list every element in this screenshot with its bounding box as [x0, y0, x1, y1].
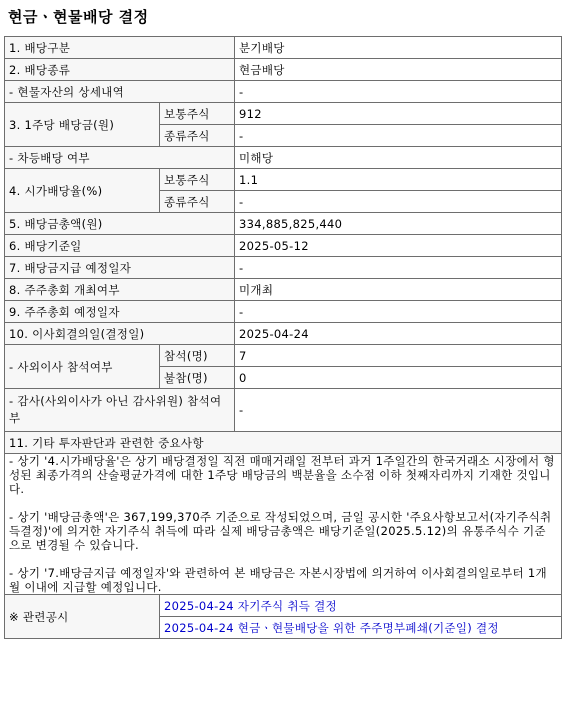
row-value: 912 — [235, 103, 562, 125]
row-label: 10. 이사회결의일(결정일) — [5, 323, 235, 345]
table-row — [5, 257, 562, 279]
row-label: - 현물자산의 상세내역 — [5, 81, 235, 103]
table-row — [5, 169, 562, 191]
row-label: - 사외이사 참석여부 — [5, 345, 160, 389]
row-label: - 감사(사외이사가 아닌 감사위원) 참석여부 — [5, 389, 235, 432]
row-label: 9. 주주총회 예정일자 — [5, 301, 235, 323]
table-row — [5, 213, 562, 235]
table-row — [5, 595, 562, 617]
row-value: 현금배당 — [235, 59, 562, 81]
table-row — [5, 147, 562, 169]
section-label: 11. 기타 투자판단과 관련한 중요사항 — [5, 432, 562, 454]
row-label: 5. 배당금총액(원) — [5, 213, 235, 235]
row-value: - — [235, 125, 562, 147]
row-label: 8. 주주총회 개최여부 — [5, 279, 235, 301]
row-value: 0 — [235, 367, 562, 389]
row-label: 1. 배당구분 — [5, 37, 235, 59]
row-label: 4. 시가배당율(%) — [5, 169, 160, 213]
row-value: 분기배당 — [235, 37, 562, 59]
sub-label: 불참(명) — [160, 367, 235, 389]
related-link-treasury-stock[interactable]: 2025-04-24 자기주식 취득 결정 — [160, 595, 562, 617]
page-title: 현금ㆍ현물배당 결정 — [8, 8, 149, 26]
row-label: 3. 1주당 배당금(원) — [5, 103, 160, 147]
row-value: 1.1 — [235, 169, 562, 191]
sub-label: 보통주식 — [160, 103, 235, 125]
row-label: 6. 배당기준일 — [5, 235, 235, 257]
related-link-shareholder-register[interactable]: 2025-04-24 현금ㆍ현물배당을 위한 주주명부폐쇄(기준일) 결정 — [160, 617, 562, 639]
row-value: - — [235, 257, 562, 279]
table-row — [5, 103, 562, 125]
table-row — [5, 279, 562, 301]
table-row — [5, 301, 562, 323]
table-row — [5, 432, 562, 454]
row-value: 미해당 — [235, 147, 562, 169]
row-value: 미개최 — [235, 279, 562, 301]
table-row — [5, 81, 562, 103]
row-value: - — [235, 301, 562, 323]
sub-label: 종류주식 — [160, 125, 235, 147]
table-row — [5, 37, 562, 59]
sub-label: 보통주식 — [160, 169, 235, 191]
row-value: - — [235, 191, 562, 213]
table-row — [5, 323, 562, 345]
table-row — [5, 235, 562, 257]
table-row — [5, 454, 562, 595]
sub-label: 종류주식 — [160, 191, 235, 213]
dividend-disclosure-table — [4, 36, 562, 639]
row-value: 2025-05-12 — [235, 235, 562, 257]
row-value: - — [235, 81, 562, 103]
table-row — [5, 59, 562, 81]
related-label: ※ 관련공시 — [5, 595, 160, 639]
table-row — [5, 389, 562, 432]
row-value: 2025-04-24 — [235, 323, 562, 345]
notes-text: - 상기 '4.시가배당율'은 상기 배당결정일 직전 매매거래일 전부터 과거 1주일간의 한국거래소 시장에서 형성된 최종가격의 산술평균가격에 대한 1주당 배당금의 백분율을 소수점 이하 첫째자리까지 기재한 것입니다. - 상기 '배당금총액'은 367,199,370주 기준으로 작성되었으며, 금일 공시한 '주요사항보고서(자기주식취득결정)'에 의거한 자기주식 취득에 따라 실제 배당금총액은 배당기준일(2025.5.12)의 유통주식수 기준으로 변경될 수 있습니다. - 상기 '7.배당금지급 예정일자'와 관련하여 본 배당금은 자본시장법에 의거하여 이사회결의일로부터 1개월 이내에 지급할 예정입니다. — [5, 454, 562, 595]
row-value: 334,885,825,440 — [235, 213, 562, 235]
sub-label: 참석(명) — [160, 345, 235, 367]
row-label: 7. 배당금지급 예정일자 — [5, 257, 235, 279]
row-value: 7 — [235, 345, 562, 367]
row-label: - 차등배당 여부 — [5, 147, 235, 169]
row-label: 2. 배당종류 — [5, 59, 235, 81]
table-row — [5, 345, 562, 367]
row-value: - — [235, 389, 562, 432]
